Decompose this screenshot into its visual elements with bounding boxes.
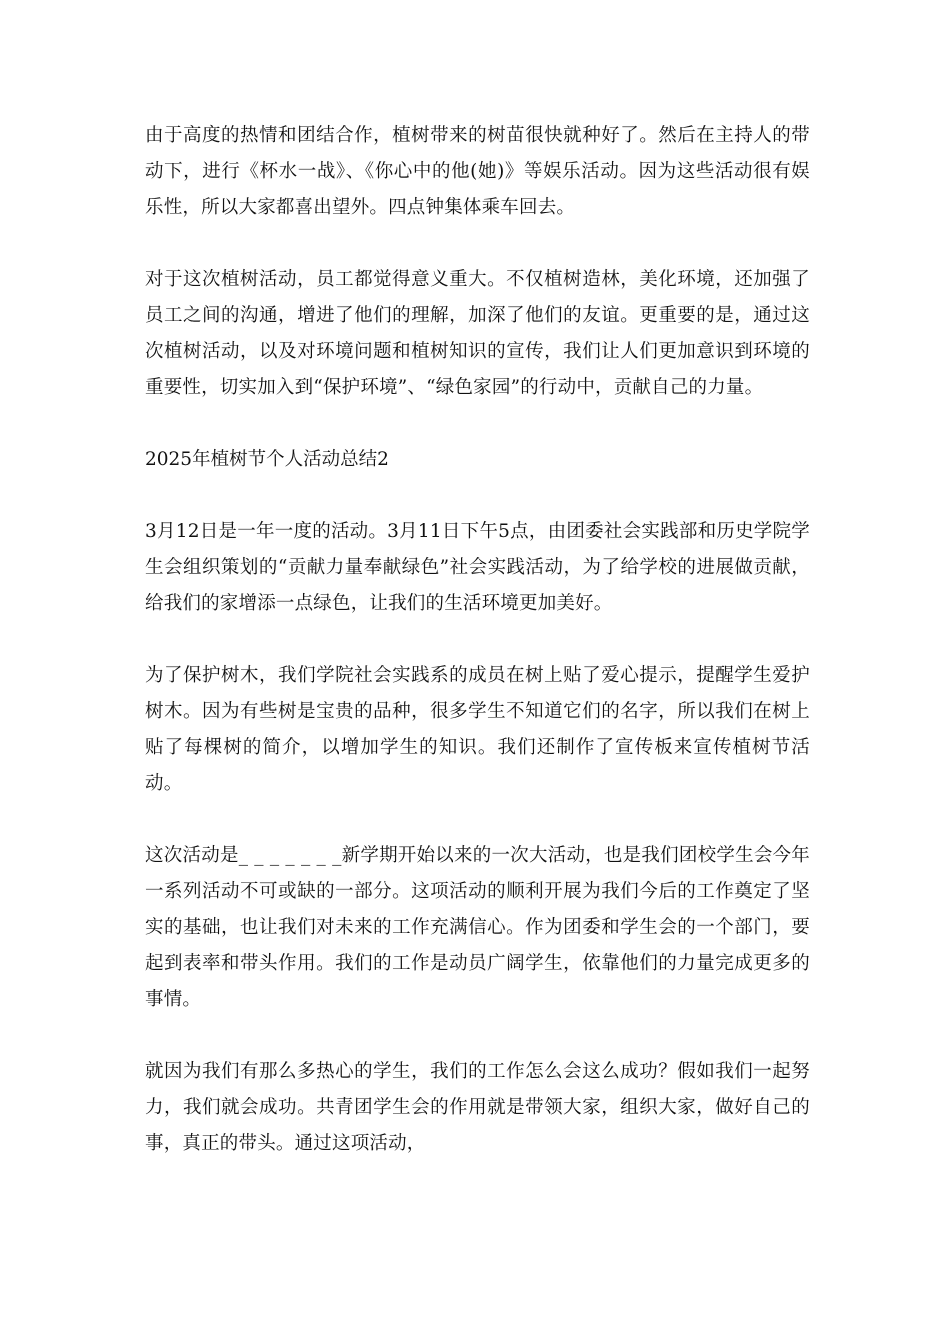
paragraph-2: 对于这次植树活动，员工都觉得意义重大。不仅植树造林，美化环境，还加强了员工之间的沟通，增进了他们的理解，加深了他们的友谊。更重要的是，通过这次植树活动，以及对环境问题和植树知识的宣传，我们让人们更加意识到环境的重要性，切实加入到“保护环境”、“绿色家园”的行动中，贡献自己的力量。	[145, 269, 810, 398]
paragraph-6: 就因为我们有那么多热心的学生，我们的工作怎么会这么成功？假如我们一起努力，我们就会成功。共青团学生会的作用就是带领大家，组织大家，做好自己的事，真正的带头。通过这项活动，	[145, 1061, 810, 1154]
paragraph-4: 为了保护树木，我们学院社会实践系的成员在树上贴了爱心提示，提醒学生爱护树木。因为有些树是宝贵的品种，很多学生不知道它们的名字，所以我们在树上贴了每棵树的简介，以增加学生的知识。我们还制作了宣传板来宣传植树节活动。	[145, 665, 810, 794]
section-heading: 2025年植树节个人活动总结2	[145, 449, 389, 470]
document-body	[145, 118, 810, 1162]
paragraph-3: 3月12日是一年一度的活动。3月11日下午5点，由团委社会实践部和历史学院学生会组织策划的“贡献力量奉献绿色”社会实践活动，为了给学校的进展做贡献，给我们的家增添一点绿色，让我们的生活环境更加美好。	[145, 521, 810, 614]
paragraph-1: 由于高度的热情和团结合作，植树带来的树苗很快就种好了。然后在主持人的带动下，进行《杯水一战》、《你心中的他(她)》等娱乐活动。因为这些活动很有娱乐性，所以大家都喜出望外。四点钟集体乘车回去。	[145, 125, 810, 218]
paragraph-5: 这次活动是_ _ _ _ _ _ _新学期开始以来的一次大活动，也是我们团校学生会今年一系列活动不可或缺的一部分。这项活动的顺利开展为我们今后的工作奠定了坚实的基础，也让我们对未来的工作充满信心。作为团委和学生会的一个部门，要起到表率和带头作用。我们的工作是动员广阔学生，依靠他们的力量完成更多的事情。	[145, 845, 810, 1010]
